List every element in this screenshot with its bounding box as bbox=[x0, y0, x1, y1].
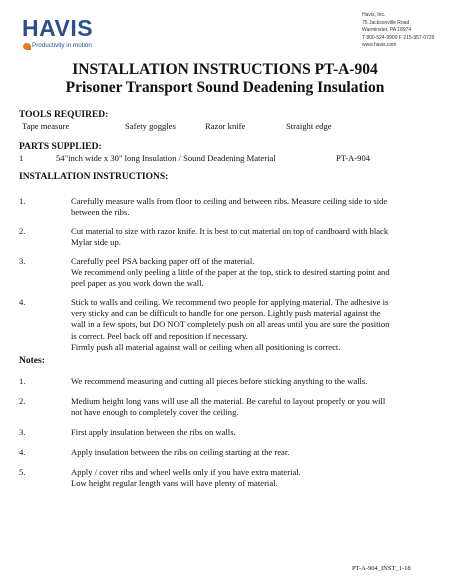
step-text-line: peel paper as you work down the wall. bbox=[71, 278, 204, 289]
swoosh-icon bbox=[23, 43, 31, 50]
note-number: 4. bbox=[19, 447, 26, 457]
note-number: 2. bbox=[19, 396, 26, 406]
step-text-line: wall in a few spots, but DO NOT completely push on all areas until you are sure the position bbox=[71, 319, 390, 330]
step-text-line: We recommend only peeling a little of the paper at the top, stick to desired starting point and bbox=[71, 267, 390, 278]
note-text-line: We recommend measuring and cutting all pieces before sticking anything to the walls. bbox=[71, 376, 368, 386]
note-text-line: Low height regular length vans will have plenty of material. bbox=[71, 478, 278, 489]
tool-item: Razor knife bbox=[205, 121, 246, 131]
parts-heading: PARTS SUPPLIED: bbox=[19, 142, 102, 152]
tool-item: Safety goggles bbox=[125, 121, 176, 131]
logo-wordmark: HAVIS bbox=[22, 15, 94, 41]
step-text-line: Stick to walls and ceiling. We recommend two people for applying material. The adhesive is bbox=[71, 297, 389, 307]
step-text-line: Mylar side up. bbox=[71, 237, 121, 248]
note-text-line: Medium height long vans will use all the material. Be careful to layout properly or you will bbox=[71, 396, 386, 406]
step-number: 1. bbox=[19, 196, 26, 206]
contact-website: www.havis.com bbox=[362, 42, 397, 49]
tools-heading: TOOLS REQUIRED: bbox=[19, 110, 109, 120]
step-number: 4. bbox=[19, 297, 26, 307]
contact-city: Warminster, PA 18974 bbox=[362, 27, 412, 34]
note-text-line: First apply insulation between the ribs on walls. bbox=[71, 427, 236, 437]
contact-phone: T 800-524-9900 F 215-957-0729 bbox=[362, 34, 435, 41]
step-text-line: between the ribs. bbox=[71, 207, 130, 218]
part-description: 54"inch wide x 30" long Insulation / Sound Deadening Material bbox=[56, 153, 276, 163]
part-number: PT-A-904 bbox=[336, 153, 371, 163]
step-text-line: Cut material to size with razor knife. It is best to cut material on top of cardboard with black bbox=[71, 226, 389, 236]
havis-logo bbox=[22, 16, 142, 56]
step-text-line: very sticky and can be difficult to handle for one person. Lightly push material against the bbox=[71, 308, 381, 319]
notes-heading: Notes: bbox=[19, 356, 45, 366]
part-qty: 1 bbox=[19, 153, 24, 163]
step-text-line: is correct. Peel back off and reposition if necessary. bbox=[71, 330, 248, 341]
instructions-heading: INSTALLATION INSTRUCTIONS: bbox=[19, 172, 169, 182]
tool-item: Straight edge bbox=[286, 121, 332, 131]
logo-tagline: Productivity in motion bbox=[32, 42, 92, 49]
step-number: 2. bbox=[19, 226, 26, 236]
step-text-line: Firmly push all material against wall or ceiling when all positioning is correct. bbox=[71, 341, 341, 352]
document-subtitle: Prisoner Transport Sound Deadening Insulation bbox=[65, 79, 385, 96]
tool-item: Tape measure bbox=[22, 121, 70, 131]
company-contact-block bbox=[362, 12, 434, 50]
note-number: 3. bbox=[19, 427, 26, 437]
step-number: 3. bbox=[19, 256, 26, 266]
step-text-line: Carefully peel PSA backing paper off of the material. bbox=[71, 256, 255, 266]
document-code-footer: PT-A-904_INST_1-18 bbox=[352, 565, 411, 572]
note-number: 5. bbox=[19, 467, 26, 477]
note-text-line: not have enough to completely cover the ceiling. bbox=[71, 407, 239, 418]
note-number: 1. bbox=[19, 376, 26, 386]
contact-company: Havis, Inc. bbox=[362, 12, 386, 18]
note-text-line: Apply insulation between the ribs on ceiling starting at the rear. bbox=[71, 447, 290, 457]
document-title: INSTALLATION INSTRUCTIONS PT-A-904 bbox=[72, 61, 378, 78]
step-text-line: Carefully measure walls from floor to ceiling and between ribs. Measure ceiling side to side bbox=[71, 196, 388, 206]
contact-street: 75 Jacksonville Road bbox=[362, 19, 410, 26]
note-text-line: Apply / cover ribs and wheel wells only if you have extra material. bbox=[71, 467, 301, 477]
